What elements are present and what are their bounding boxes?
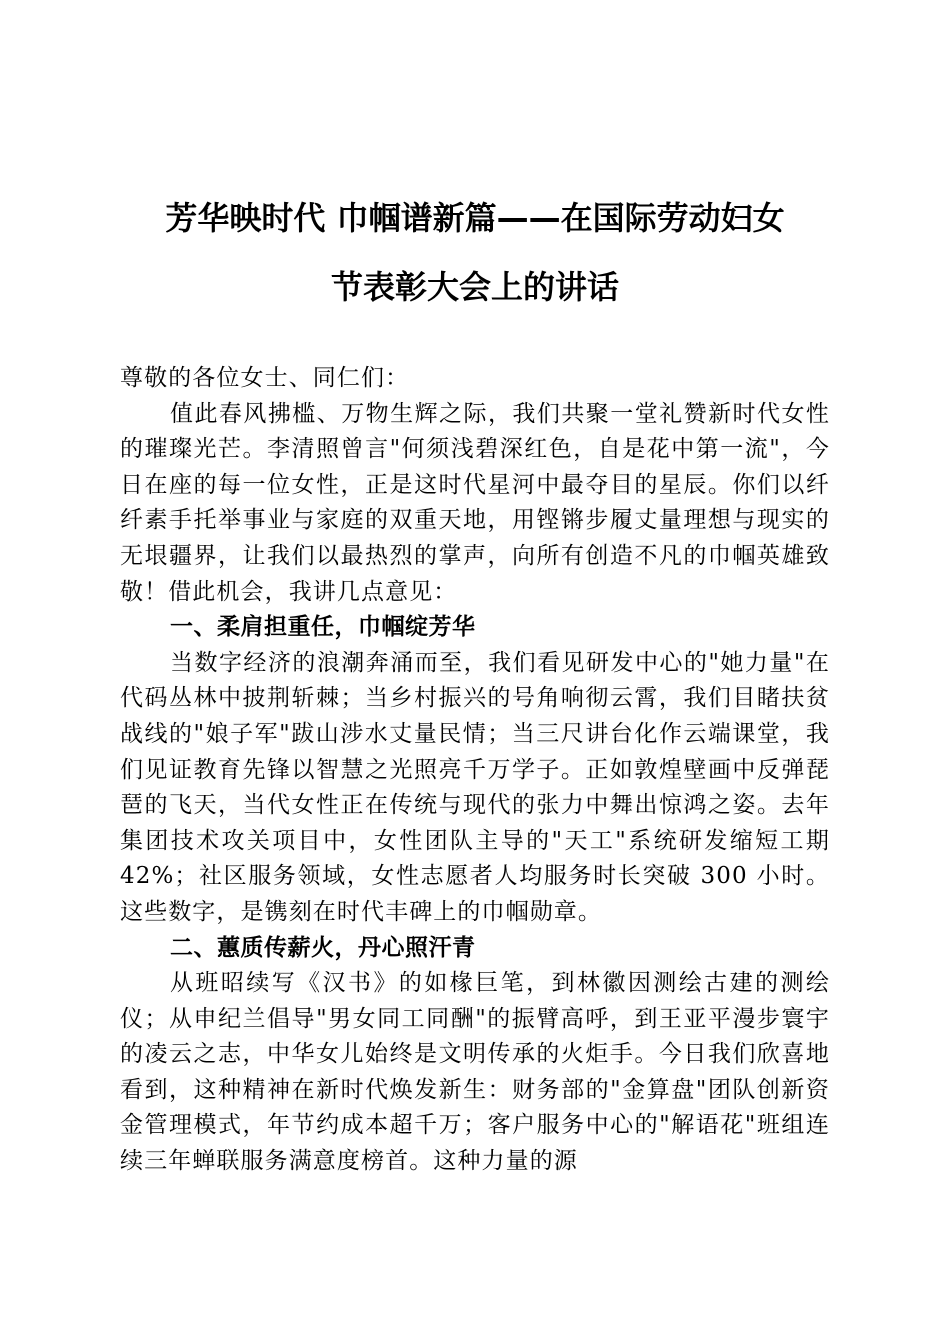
- section-heading-1: 一、柔肩担重任，巾帼绽芳华: [170, 614, 476, 641]
- paragraph-opening: 值此春风拂槛、万物生辉之际，我们共聚一堂礼赞新时代女性的璀璨光芒。李清照曾言"何须浅碧深红色，自是花中第一流"，今日在座的每一位女性，正是这时代星河中最夺目的星辰。你们以纤纤素手托举事业与家庭的双重天地，用铿锵步履丈量理想与现实的无垠疆界，让我们以最热烈的掌声，向所有创造不凡的巾帼英雄致敬！借此机会，我讲几点意见：: [120, 400, 830, 605]
- paragraph-section-1: 当数字经济的浪潮奔涌而至，我们看见研发中心的"她力量"在代码丛林中披荆斩棘；当乡村振兴的号角响彻云霄，我们目睹扶贫战线的"娘子军"跋山涉水丈量民情；当三尺讲台化作云端课堂，我们见证教育先锋以智慧之光照亮千万学子。正如敦煌壁画中反弹琵琶的飞天，当代女性正在传统与现代的张力中舞出惊鸿之姿。去年集团技术攻关项目中，女性团队主导的"天工"系统研发缩短工期 42%；社区服务领域，女性志愿者人均服务时长突破 300 小时。这些数字，是镌刻在时代丰碑上的巾帼勋章。: [120, 649, 830, 925]
- document-body: [120, 361, 830, 1180]
- document-title-line-2: 节表彰大会上的讲话: [330, 268, 619, 306]
- document-title-line-1: 芳华映时代 巾帼谱新篇——在国际劳动妇女: [165, 199, 785, 237]
- section-heading-2: 二、蕙质传薪火，丹心照汗青: [170, 934, 476, 961]
- salutation: 尊敬的各位女士、同仁们：: [120, 365, 410, 391]
- paragraph-section-2: 从班昭续写《汉书》的如椽巨笔，到林徽因测绘古建的测绘仪；从申纪兰倡导"男女同工同酬"的振臂高呼，到王亚平漫步寰宇的凌云之志，中华女儿始终是文明传承的火炬手。今日我们欣喜地看到，这种精神在新时代焕发新生：财务部的"金算盘"团队创新资金管理模式，年节约成本超千万；客户服务中心的"解语花"班组连续三年蝉联服务满意度榜首。这种力量的源: [120, 970, 830, 1175]
